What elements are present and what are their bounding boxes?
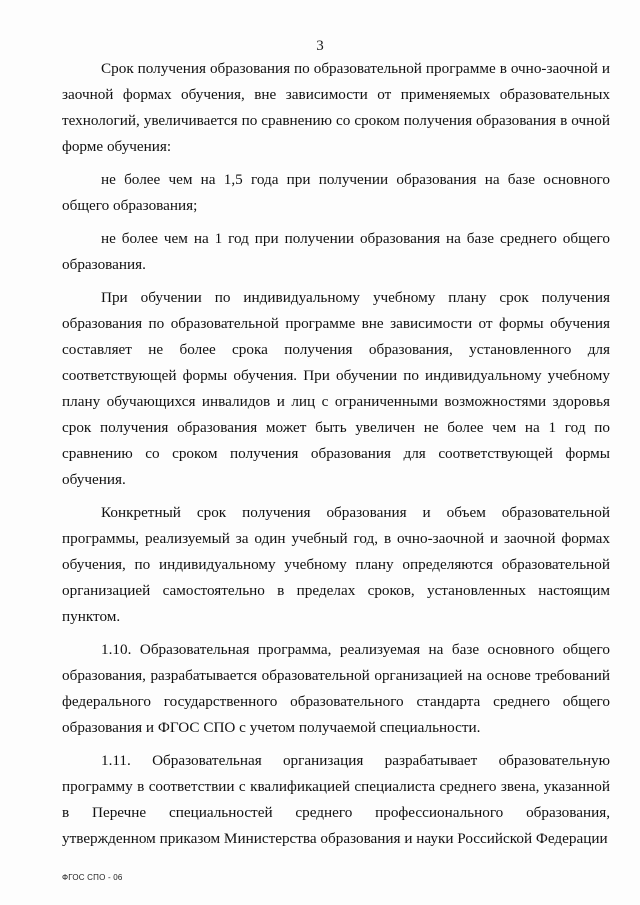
paragraph-clause-1-10: 1.10. Образовательная программа, реализуемая на базе основного общего образования, разрабатывается образовательной организацией на основе требований федерального государственного образовательного стандарта среднего общего образования и ФГОС СПО с учетом получаемой специальности. [62,641,610,736]
paragraph-clause-1-11: 1.11. Образовательная организация разрабатывает образовательную программу в соответствии с квалификацией специалиста среднего звена, указанной в Перечне специальностей среднего профессионального образования, утвержденном приказом Министерства образования и науки Российской Федерации [62,752,610,847]
paragraph-specific-period: Конкретный срок получения образования и объем образовательной программы, реализуемый за один учебный год, в очно-заочной и заочной формах обучения, по индивидуальному учебному плану определяются образовательной организацией самостоятельно в пределах сроков, установленных настоящим пунктом. [62,504,610,625]
page-number: 3 [316,38,324,54]
paragraph-basic-general-education-term: не более чем на 1,5 года при получении образования на базе основного общего образования; [62,171,610,214]
paragraph-individual-plan: При обучении по индивидуальному учебному плану срок получения образования по образовательной программе вне зависимости от формы обучения составляет не более срока получения образования, установленного для соответствующей формы обучения. При обучении по индивидуальному учебному плану обучающихся инвалидов и лиц с ограниченными возможностями здоровья срок получения образования может быть увеличен не более чем на 1 год по сравнению со сроком получения образования для соответствующей формы обучения. [62,289,610,488]
paragraph-study-period-part-time: Срок получения образования по образовательной программе в очно-заочной и заочной формах обучения, вне зависимости от применяемых образовательных технологий, увеличивается по сравнению со сроком получения образования в очной форме обучения: [62,60,610,155]
paragraph-secondary-general-education-term: не более чем на 1 год при получении образования на базе среднего общего образования. [62,230,610,273]
document-footer-code: ФГОС СПО - 06 [62,873,123,882]
document-body [62,56,610,859]
